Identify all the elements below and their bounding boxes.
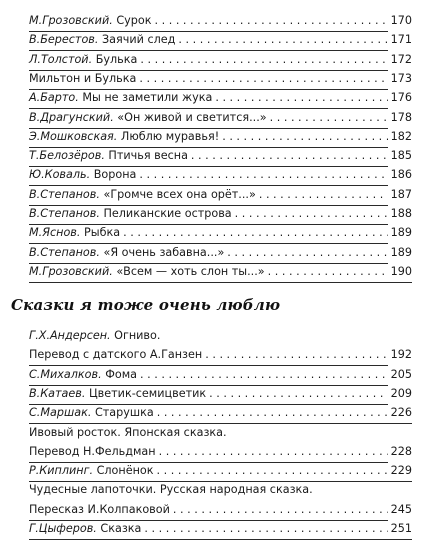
- entry-page-number: 182: [388, 126, 412, 148]
- entry-title: «Всем — хоть слон ты...»: [112, 264, 265, 278]
- entry-author: С.Маршак.: [29, 406, 92, 420]
- entry-title: Чудесные лапоточки. Русская народная сказка.: [29, 483, 313, 497]
- entry-title: Огниво.: [110, 329, 161, 342]
- entry-author: С.Михалков.: [29, 367, 102, 381]
- entry-page-number: 186: [388, 164, 412, 186]
- entry-page-number: 172: [388, 49, 412, 71]
- entry-title: Фома: [101, 367, 137, 381]
- entry-page-number: 189: [388, 222, 412, 244]
- dot-leader: [268, 261, 388, 283]
- entry-page-number: 205: [388, 364, 412, 386]
- entry-title: «Громче всех она орёт...»: [99, 187, 256, 201]
- entry-title: Ворона: [90, 168, 137, 182]
- entry-author: Л.Толстой.: [29, 52, 93, 66]
- entry-title: Птичья весна: [104, 149, 188, 163]
- entry-page-number: 188: [388, 203, 412, 225]
- entry-page-number: 171: [388, 29, 412, 51]
- entry-title: Ивовый росток. Японская сказка.: [29, 425, 227, 439]
- entry-page-number: 192: [388, 344, 412, 366]
- entry-title: Заячий след: [98, 33, 176, 47]
- entry-title: Пересказ И.Колпаковой: [29, 502, 170, 516]
- toc-entry: [29, 261, 412, 283]
- entry-page-number: 185: [388, 145, 412, 167]
- entry-title: Перевод Н.Фельдман: [29, 444, 156, 458]
- entry-page-number: 190: [388, 261, 412, 283]
- entry-author: М.Яснов.: [29, 226, 81, 240]
- entry-page-number: 228: [388, 441, 412, 463]
- toc-entry: [29, 518, 412, 540]
- toc-entry-text: [29, 261, 265, 283]
- entry-page-number: 173: [388, 68, 412, 90]
- entry-author: В.Берестов.: [29, 33, 99, 47]
- entry-page-number: 226: [388, 402, 412, 424]
- dot-leader: [144, 518, 387, 540]
- entry-page-number: 189: [388, 242, 412, 264]
- entry-author: В.Катаев.: [29, 386, 86, 400]
- entry-page-number: 176: [388, 87, 412, 109]
- entry-page-number: 187: [388, 184, 412, 206]
- entry-title: Цветик-семицветик: [85, 386, 207, 400]
- entry-author: В.Степанов.: [29, 187, 100, 201]
- entry-page-number: 209: [388, 383, 412, 405]
- entry-author: М.Грозовский.: [29, 14, 113, 27]
- entry-title: «Он живой и светится...»: [113, 110, 267, 124]
- section-title: Сказки я тоже очень люблю: [11, 296, 281, 314]
- entry-page-number: 245: [388, 499, 412, 521]
- toc-entry-text: [29, 518, 141, 540]
- entry-author: Э.Мошковская.: [29, 129, 118, 143]
- entry-title: Сурок: [112, 14, 152, 27]
- entry-author: Р.Киплинг.: [29, 464, 94, 478]
- entry-page-number: 251: [388, 518, 412, 540]
- entry-author: Т.Белозёров.: [29, 149, 105, 163]
- entry-page-number: 229: [388, 460, 412, 482]
- entry-author: Ю.Коваль.: [29, 168, 91, 182]
- entry-author: Г.Х.Андерсен.: [29, 329, 111, 342]
- entry-title: Старушка: [91, 406, 154, 420]
- entry-page-number: 178: [388, 107, 412, 129]
- entry-author: М.Грозовский.: [29, 264, 113, 278]
- entry-title: Слонёнок: [93, 464, 154, 478]
- entry-title: Рыбка: [80, 226, 121, 240]
- entry-title: Булька: [92, 52, 138, 66]
- entry-title: Мы не заметили жука: [78, 91, 213, 105]
- entry-author: В.Степанов.: [29, 245, 100, 259]
- row-divider: [29, 282, 412, 283]
- entry-author: Г.Цыферов.: [29, 522, 97, 535]
- entry-page-number: 170: [388, 10, 412, 32]
- entry-title: Сказка: [96, 522, 142, 535]
- entry-title: Пеликанские острова: [99, 207, 232, 220]
- entry-title: «Я очень забавна...»: [99, 245, 225, 259]
- entry-title: Мильтон и Булька: [29, 71, 137, 85]
- entry-author: А.Барто.: [29, 91, 79, 105]
- entry-title: Люблю муравья!: [117, 129, 220, 143]
- entry-author: В.Драгунский.: [29, 110, 114, 124]
- entry-title: Перевод с датского А.Ганзен: [29, 348, 203, 362]
- row-divider: [29, 539, 412, 540]
- entry-author: В.Степанов.: [29, 207, 100, 220]
